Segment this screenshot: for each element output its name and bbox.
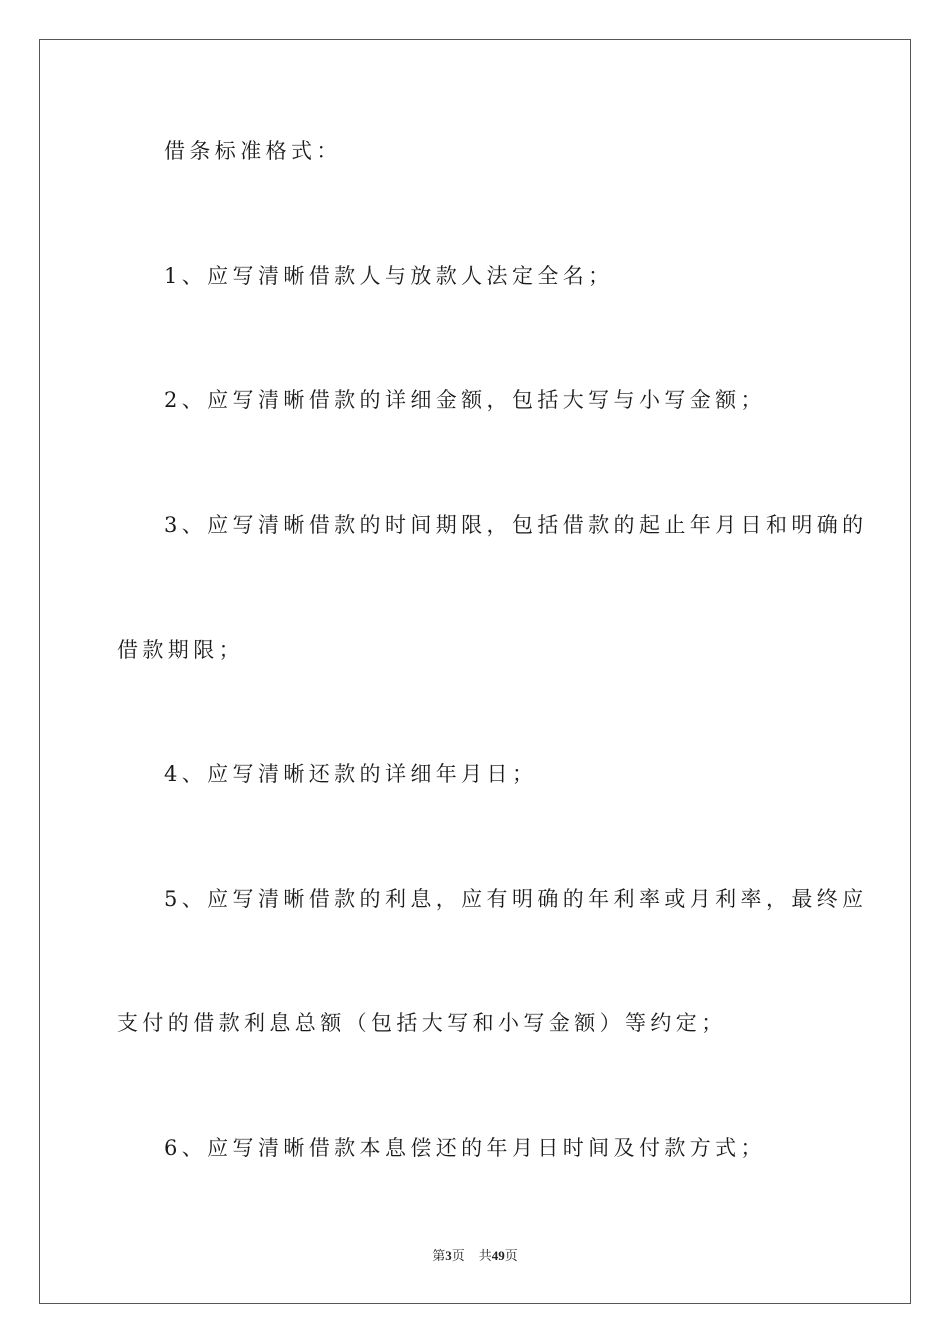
page-total: 49 <box>491 1248 505 1263</box>
total-suffix: 页 <box>504 1248 518 1263</box>
paragraph-6: 6、应写清晰借款本息偿还的年月日时间及付款方式； <box>164 1136 766 1160</box>
paragraph-2: 2、应写清晰借款的详细金额，包括大写与小写金额； <box>164 388 766 412</box>
page-frame <box>39 39 911 1304</box>
paragraph-3-continuation: 借款期限； <box>117 638 244 662</box>
page-current: 3 <box>445 1248 452 1263</box>
paragraph-5-continuation: 支付的借款利息总额（包括大写和小写金额）等约定； <box>117 1011 727 1035</box>
paragraph-3: 3、应写清晰借款的时间期限，包括借款的起止年月日和明确的 <box>164 513 868 537</box>
document-heading: 借条标准格式： <box>164 139 342 163</box>
paragraph-5: 5、应写清晰借款的利息，应有明确的年利率或月利率，最终应 <box>164 887 868 911</box>
paragraph-1: 1、应写清晰借款人与放款人法定全名； <box>164 264 614 288</box>
total-prefix: 共 <box>478 1248 492 1263</box>
page-suffix: 页 <box>451 1248 465 1263</box>
paragraph-4: 4、应写清晰还款的详细年月日； <box>164 762 538 786</box>
page-footer <box>0 1245 950 1264</box>
page-prefix: 第 <box>432 1248 446 1263</box>
